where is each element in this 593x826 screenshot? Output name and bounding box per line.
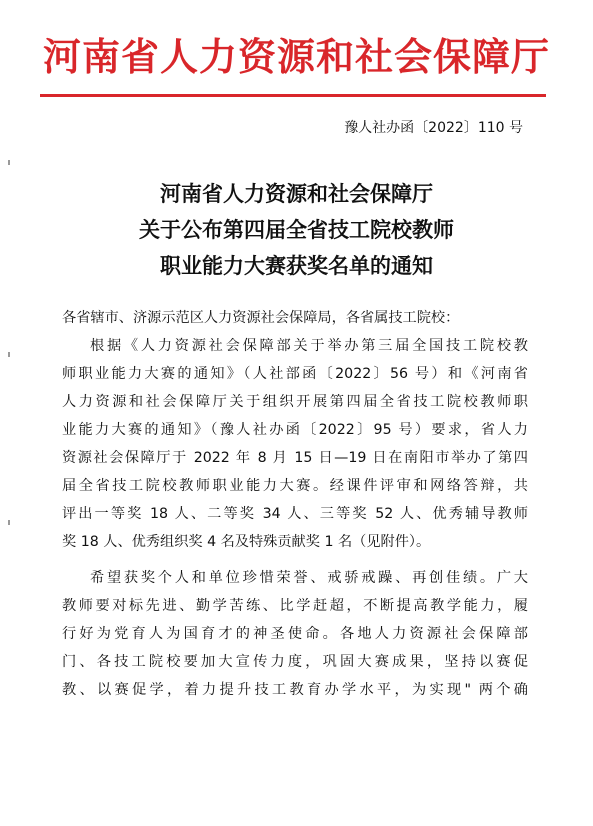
paragraph-line: 资源社会保障厅于 2022 年 8 月 15 日—19 日在南阳市举办了第四 — [62, 450, 528, 466]
document-number: 豫人社办函〔2022〕110 号 — [344, 120, 523, 136]
issuing-authority-header: 河南省人力资源和社会保障厅 — [42, 34, 550, 79]
paragraph-line: 教师要对标先进、勤学苦练、比学赶超，不断提高教学能力，履 — [62, 598, 528, 614]
paragraph-line: 门、各技工院校要加大宣传力度，巩固大赛成果，坚持以赛促 — [62, 654, 528, 670]
title-line: 河南省人力资源和社会保障厅 — [160, 181, 433, 206]
paragraph-line: 奖 18 人、优秀组织奖 4 名及特殊贡献奖 1 名（见附件）。 — [62, 534, 431, 550]
paragraph-line: 根据《人力资源社会保障部关于举办第三届全国技工院校教 — [90, 338, 528, 354]
paragraph-line: 师职业能力大赛的通知》（人社部函〔2022〕56 号）和《河南省 — [62, 366, 528, 382]
scan-margin-mark — [8, 160, 10, 165]
salutation: 各省辖市、济源示范区人力资源社会保障局，各省属技工院校： — [62, 310, 460, 326]
paragraph-line: 评出一等奖 18 人、二等奖 34 人、三等奖 52 人、优秀辅导教师 — [62, 506, 528, 522]
document-title — [0, 176, 593, 284]
paragraph-line: 业能力大赛的通知》（豫人社办函〔2022〕95 号）要求，省人力 — [62, 422, 528, 438]
paragraph-line: 届全省技工院校教师职业能力大赛。经课件评审和网络答辩，共 — [62, 478, 528, 494]
paragraph-line: 希望获奖个人和单位珍惜荣誉、戒骄戒躁、再创佳绩。广大 — [90, 570, 528, 586]
paragraph-line: 人力资源和社会保障厅关于组织开展第四届全省技工院校教师职 — [62, 394, 528, 410]
title-line: 关于公布第四届全省技工院校教师 — [139, 217, 454, 242]
scan-margin-mark — [8, 520, 10, 525]
document-body — [62, 304, 528, 704]
scan-margin-mark — [8, 352, 10, 357]
paragraph-line: 行好为党育人为国育才的神圣使命。各地人力资源社会保障部 — [62, 626, 528, 642]
title-line: 职业能力大赛获奖名单的通知 — [160, 253, 433, 278]
paragraph-line: 教、以赛促学，着力提升技工教育办学水平，为实现" 两个确 — [62, 682, 528, 698]
red-header-rule — [40, 94, 546, 97]
